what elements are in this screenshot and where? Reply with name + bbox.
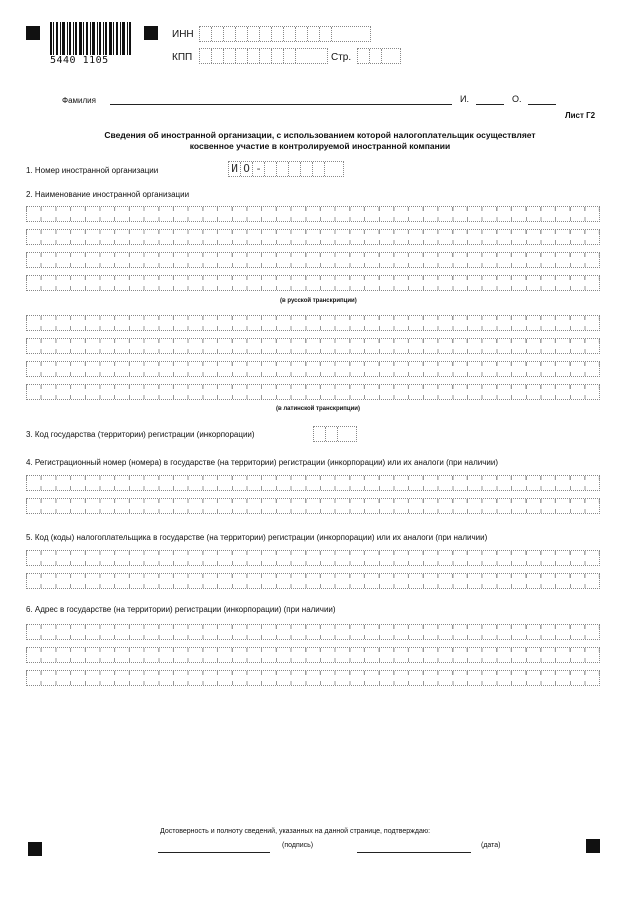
latin-transcription-note: (в латинской транскрипции) (276, 406, 360, 412)
corner-marker-top-right (144, 26, 158, 40)
grid-row (26, 624, 600, 640)
grid-row (26, 361, 600, 377)
date-label: (дата) (481, 842, 501, 849)
page-title-line-1: Сведения об иностранной организации, с использованием которой налогоплательщик осуществляет (104, 130, 536, 140)
signature-field[interactable] (158, 852, 270, 853)
field-4-label: 4. Регистрационный номер (номера) в государстве (на территории) регистрации (инкорпорации) или их аналоги (при наличии) (26, 458, 498, 467)
grid-row (26, 252, 600, 268)
inn-label: ИНН (172, 29, 194, 40)
sheet-label: Лист Г2 (565, 111, 596, 120)
inn-field[interactable] (199, 26, 371, 42)
initial-i-field[interactable] (476, 104, 504, 105)
address-grid[interactable] (26, 624, 600, 693)
org-number-prefix-char: И (229, 162, 241, 176)
corner-marker-top-left (26, 26, 40, 40)
org-name-latin-grid[interactable] (26, 315, 600, 407)
grid-row (26, 498, 600, 514)
corner-marker-bottom-left (28, 842, 42, 856)
field-6-label: 6. Адрес в государстве (на территории) регистрации (инкорпорации) (при наличии) (26, 605, 336, 614)
grid-row (26, 670, 600, 686)
field-2-label: 2. Наименование иностранной организации (26, 190, 190, 199)
field-3-label: 3. Код государства (территории) регистрации (инкорпорации) (26, 430, 255, 439)
page-label: Стр. (331, 52, 352, 63)
kpp-field[interactable] (199, 48, 328, 64)
taxpayer-code-grid[interactable] (26, 550, 600, 596)
org-name-russian-grid[interactable] (26, 206, 600, 298)
field-1-label: 1. Номер иностранной организации (26, 166, 159, 175)
grid-row (26, 550, 600, 566)
grid-row (26, 206, 600, 222)
page-title-line-2: косвенное участие в контролируемой иностранной компании (189, 141, 451, 151)
surname-field[interactable] (110, 104, 452, 105)
registration-number-grid[interactable] (26, 475, 600, 521)
grid-row (26, 475, 600, 491)
grid-row (26, 275, 600, 291)
page-title (0, 130, 640, 152)
page-number-field[interactable] (357, 48, 401, 64)
org-number-prefix-char: - (253, 162, 265, 176)
grid-row (26, 229, 600, 245)
grid-row (26, 338, 600, 354)
grid-row (26, 315, 600, 331)
field-5-label: 5. Код (коды) налогоплательщика в государстве (на территории) регистрации (инкорпорации) или их аналоги (при наличии) (26, 533, 488, 542)
org-number-prefix-char: О (241, 162, 253, 176)
foreign-org-number-field[interactable] (228, 161, 344, 177)
initial-o-field[interactable] (528, 104, 556, 105)
corner-marker-bottom-right (586, 839, 600, 853)
signature-label: (подпись) (282, 842, 314, 849)
initial-i-label: И. (460, 94, 469, 104)
confirmation-text: Достоверность и полноту сведений, указанных на данной странице, подтверждаю: (160, 828, 431, 835)
kpp-label: КПП (172, 52, 193, 63)
grid-row (26, 573, 600, 589)
grid-row (26, 384, 600, 400)
barcode-number: 5440 1105 (50, 55, 132, 66)
date-field[interactable] (357, 852, 471, 853)
country-code-field[interactable] (313, 426, 357, 442)
barcode (50, 22, 132, 66)
surname-label: Фамилия (62, 96, 96, 105)
grid-row (26, 647, 600, 663)
russian-transcription-note: (в русской транскрипции) (280, 298, 357, 304)
initial-o-label: О. (512, 94, 522, 104)
